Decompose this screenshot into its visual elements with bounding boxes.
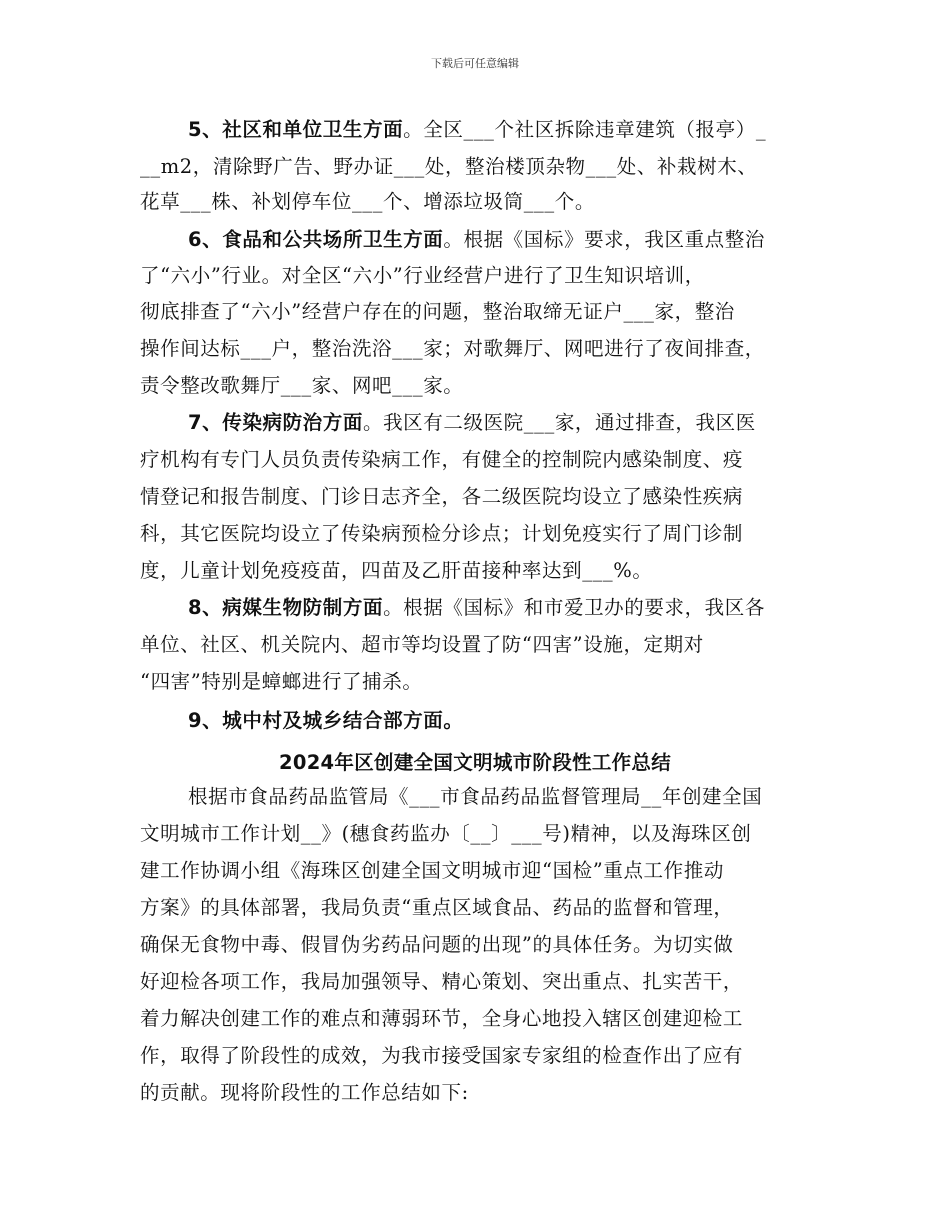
- section-7-line-2: 疗机构有专门人员负责传染病工作，有健全的控制院内感染制度、疫: [140, 448, 744, 471]
- section-5-heading: 5、社区和单位卫生方面: [188, 118, 404, 141]
- summary-line-8: 作，取得了阶段性的成效，为我市接受国家专家组的检查作出了应有: [140, 1044, 744, 1067]
- summary-line-7: 着力解决创建工作的难点和薄弱环节，全身心地投入辖区创建迎检工: [140, 1007, 744, 1030]
- section-8-line-3: “四害”特别是蟑螂进行了捕杀。: [140, 670, 423, 693]
- section-7-line-5: 度，儿童计划免疫疫苗，四苗及乙肝苗接种率达到___%。: [140, 559, 653, 582]
- summary-line-4: 方案》的具体部署，我局负责“重点区域食品、药品的监督和管理，: [140, 896, 734, 919]
- section-7-line-4: 科，其它医院均设立了传染病预检分诊点；计划免疫实行了周门诊制: [140, 522, 744, 545]
- section-7-heading: 7、传染病防治方面: [188, 411, 363, 434]
- section-7-line-3: 情登记和报告制度、门诊日志齐全，各二级医院均设立了感染性疾病: [140, 485, 744, 508]
- section-6-line-1: [188, 228, 765, 252]
- section-6-heading: 6、食品和公共场所卫生方面: [188, 228, 444, 251]
- section-5-line-3: 花草___株、补划停车位___个、增添垃圾筒___个。: [140, 190, 595, 213]
- summary-line-3: 建工作协调小组《海珠区创建全国文明城市迎“国检”重点工作推动: [140, 859, 724, 882]
- section-6-line-3: 彻底排查了“六小”经营户存在的问题，整治取缔无证户___家，整治: [140, 300, 735, 323]
- section-8-heading: 8、病媒生物防制方面: [188, 596, 384, 619]
- section-6-line-4: 操作间达标___户，整治洗浴___家；对歌舞厅、网吧进行了夜间排查，: [140, 337, 765, 360]
- summary-line-6: 好迎检各项工作，我局加强领导、精心策划、突出重点、扎实苦干，: [140, 970, 744, 993]
- summary-line-2: 文明城市工作计划__》(穗食药监办〔__〕___号)精神，以及海珠区创: [140, 822, 752, 845]
- section-7-line-1: [188, 411, 756, 435]
- section-5-line-1: [188, 118, 766, 142]
- section-5-line-2: __m2，清除野广告、野办证___处，整治楼顶杂物___处、补栽树木、: [140, 155, 758, 178]
- summary-line-1: 根据市食品药品监管局《___市食品药品监督管理局__年创建全国: [188, 785, 763, 808]
- section-8-line-1: [188, 596, 765, 620]
- page-header-note: 下载后可任意编辑: [431, 57, 519, 70]
- summary-line-9: 的贡献。现将阶段性的工作总结如下:: [140, 1081, 469, 1104]
- summary-line-5: 确保无食物中毒、假冒伪劣药品问题的出现”的具体任务。为切实做: [140, 933, 734, 956]
- section-9-heading: 9、城中村及城乡结合部方面。: [188, 709, 464, 732]
- section-7-text: 。我区有二级医院___家，通过排查，我区医: [362, 411, 756, 434]
- document-title: 2024年区创建全国文明城市阶段性工作总结: [278, 751, 672, 774]
- section-6-text: 。根据《国标》要求，我区重点整治: [443, 228, 765, 251]
- section-6-line-2: 了“六小”行业。对全区“六小”行业经营户进行了卫生知识培训，: [140, 264, 705, 287]
- section-8-text: 。根据《国标》和市爱卫办的要求，我区各: [383, 596, 765, 619]
- section-5-text: 。全区___个社区拆除违章建筑（报亭）_: [403, 118, 767, 141]
- section-8-line-2: 单位、社区、机关院内、超市等均设置了防“四害”设施，定期对: [140, 633, 704, 656]
- section-6-line-5: 责令整改歌舞厅___家、网吧___家。: [140, 374, 464, 397]
